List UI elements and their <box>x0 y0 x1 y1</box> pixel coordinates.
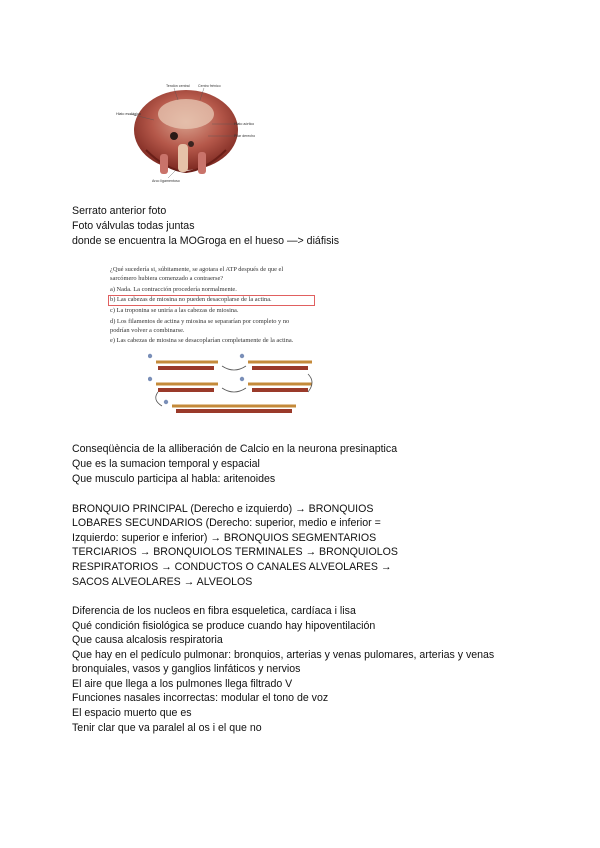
figure-label: Tendón central <box>166 84 190 88</box>
figure-label: Hiato esofágico <box>116 112 141 116</box>
note-line: Que causa alcalosis respiratoria <box>72 634 223 646</box>
note-line: Que hay en el pedículo pulmonar: bronquios, arterias y venas pulomares, arterias y venas <box>72 649 495 661</box>
question-line: e) Las cabezas de miosina se desacoplarían completamente de la actina. <box>110 337 294 344</box>
atp-question-figure <box>108 262 340 416</box>
note-line: Diferencia de los nucleos en fibra esqueletica, cardíaca i lisa <box>72 605 356 617</box>
note-line: Foto válvulas todas juntas <box>72 220 195 232</box>
note-line: donde se encuentra la MOGroga en el hueso —> diáfisis <box>72 235 340 247</box>
cross-bridge-cycle-diagram <box>148 352 320 416</box>
question-line: b) Las cabezas de miosina no pueden desacoplarse de la actina. <box>110 296 272 303</box>
question-line: ¿Qué sucedería si, súbitamente, se agotara el ATP después de que el <box>110 266 284 273</box>
question-line: a) Nada. La contracción procedería normalmente. <box>110 286 237 293</box>
figure-label: Centro frénico <box>198 84 221 88</box>
question-line: sarcómero hubiera comenzado a contraerse? <box>110 275 224 282</box>
note-line: Que musculo participa al habla: aritenoides <box>72 473 276 485</box>
note-line: Tenir clar que va paralel al os i el que no <box>72 722 262 734</box>
note-line: El aire que llega a los pulmones llega filtrado V <box>72 678 293 690</box>
diaphragm-figure <box>116 80 262 188</box>
figure-label: Hiato aórtico <box>234 122 255 126</box>
note-line: El espacio muerto que es <box>72 707 192 719</box>
note-line: Funciones nasales incorrectas: modular el tono de voz <box>72 692 329 704</box>
note-line: BRONQUIO PRINCIPAL (Derecho e izquierdo) → BRONQUIOS <box>72 503 374 515</box>
question-line: d) Los filamentos de actina y miosina se separarían por completo y no <box>110 318 290 325</box>
figure-label: Pilar derecho <box>234 134 256 138</box>
figure-label: Arco ligamentoso <box>152 179 180 183</box>
note-line: Qué condición fisiológica se produce cuando hay hipoventilación <box>72 620 376 632</box>
note-line: bronquiales, vasos y ganglios linfáticos y nervios <box>72 663 301 675</box>
note-line: Que es la sumacion temporal y espacial <box>72 458 260 470</box>
note-line: TERCIARIOS → BRONQUIOLOS TERMINALES → BRONQUIOLOS <box>72 546 398 558</box>
note-line: Izquierdo: superior e inferior) → BRONQUIOS SEGMENTARIOS <box>72 532 377 544</box>
note-line: Serrato anterior foto <box>72 205 167 217</box>
note-line: LOBARES SECUNDARIOS (Derecho: superior, medio e inferior = <box>72 517 381 529</box>
question-line: c) La troponina se uniría a las cabezas de miosina. <box>110 307 239 314</box>
note-line: SACOS ALVEOLARES → ALVEOLOS <box>72 576 253 588</box>
note-line: Conseqüència de la alliberación de Calcio en la neurona presinaptica <box>72 443 398 455</box>
note-line: RESPIRATORIOS → CONDUCTOS O CANALES ALVEOLARES → <box>72 561 392 573</box>
question-line: podrían volver a combinarse. <box>110 327 185 334</box>
